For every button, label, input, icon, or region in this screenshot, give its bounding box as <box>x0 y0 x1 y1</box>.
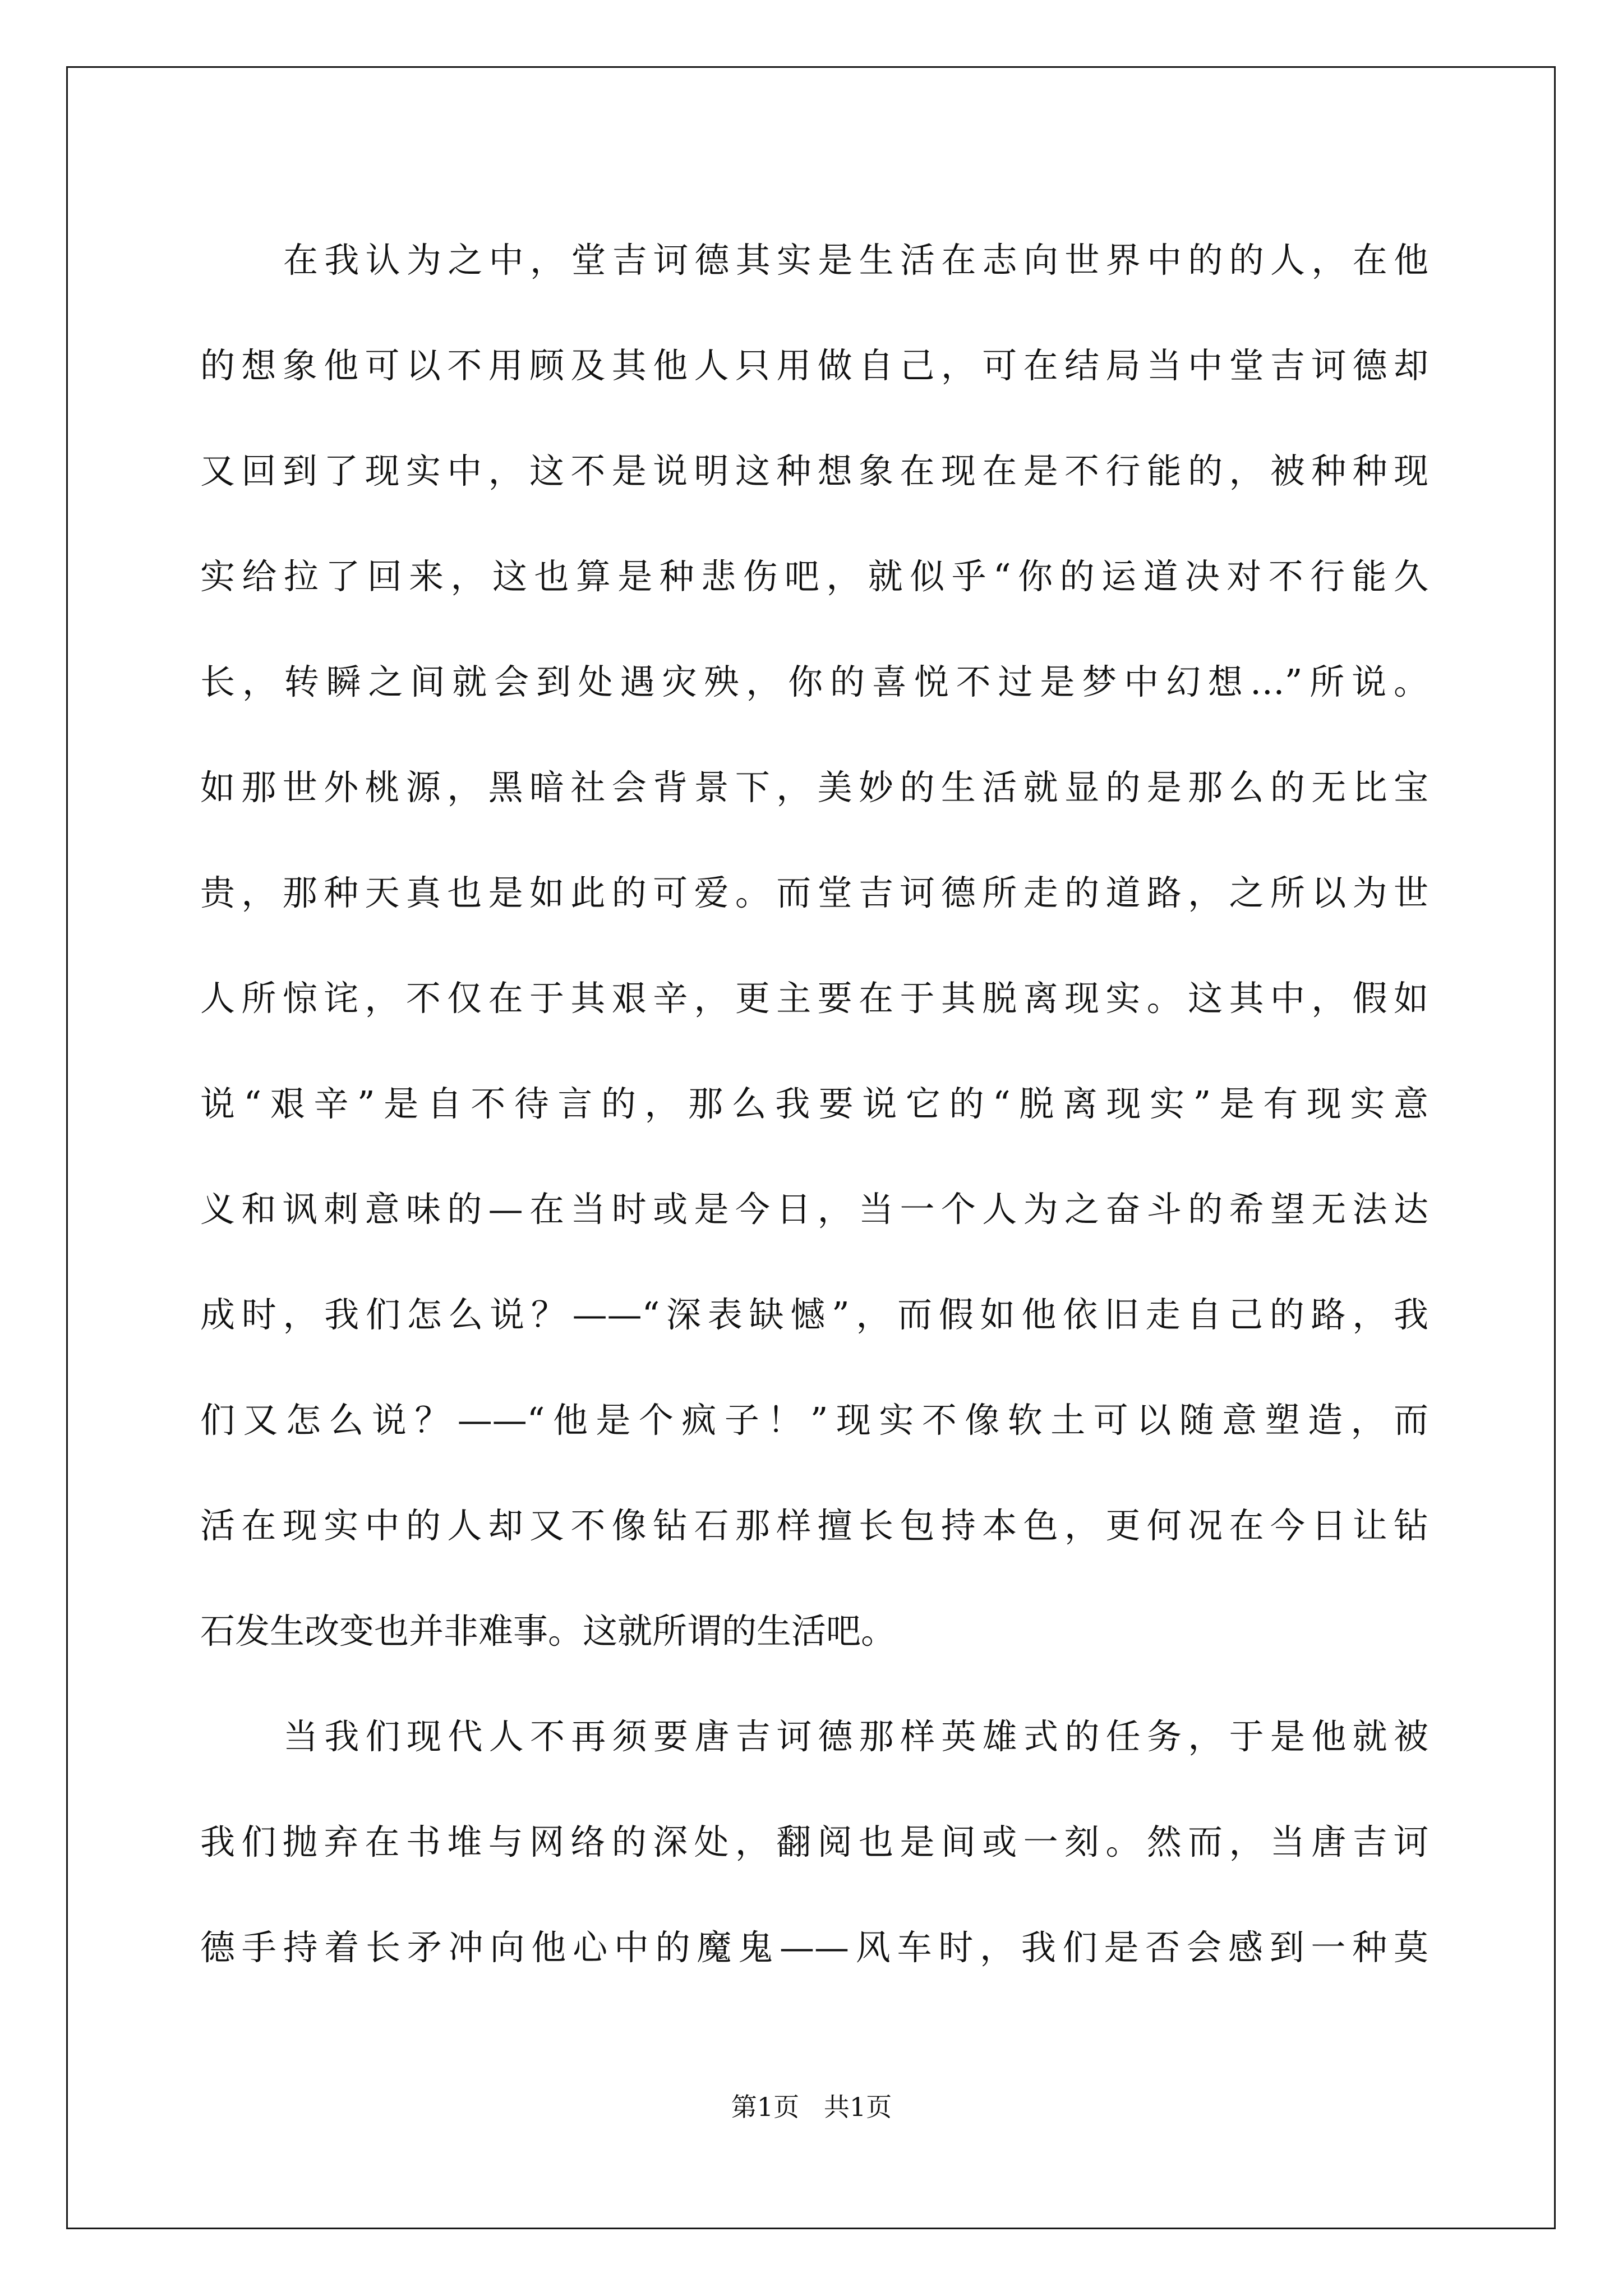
document-body <box>200 208 1428 2000</box>
paragraph-line: 如那世外桃源，黑暗社会背景下，美妙的生活就显的是那么的无比宝 <box>200 767 1428 808</box>
paragraph-line: 贵，那种天真也是如此的可爱。而堂吉诃德所走的道路，之所以为世 <box>200 872 1428 913</box>
page-number-footer: 第1页 共1页 <box>731 2092 892 2122</box>
paragraph-line: 石发生改变也并非难事。这就所谓的生活吧。 <box>200 1611 896 1651</box>
paragraph-line: 实给拉了回来，这也算是种悲伤吧，就似乎“你的运道决对不行能久 <box>200 556 1428 597</box>
paragraph-line: 们又怎么说？——“他是个疯子！”现实不像软土可以随意塑造，而 <box>200 1400 1428 1441</box>
paragraph-line: 在我认为之中，堂吉诃德其实是生活在志向世界中的的人，在他 <box>283 240 1428 280</box>
paragraph-line: 当我们现代人不再须要唐吉诃德那样英雄式的任务，于是他就被 <box>283 1716 1428 1757</box>
paragraph-line: 说“艰辛”是自不待言的，那么我要说它的“脱离现实”是有现实意 <box>200 1083 1428 1124</box>
paragraph-line: 人所惊诧，不仅在于其艰辛，更主要在于其脱离现实。这其中，假如 <box>200 978 1428 1019</box>
paragraph-line: 德手持着长矛冲向他心中的魔鬼——风车时，我们是否会感到一种莫 <box>200 1927 1428 1968</box>
paragraph-line: 我们抛弃在书堆与网络的深处，翻阅也是间或一刻。然而，当唐吉诃 <box>200 1821 1428 1862</box>
paragraph-line: 成时，我们怎么说？——“深表缺憾”，而假如他依旧走自己的路，我 <box>200 1294 1428 1335</box>
paragraph-line: 又回到了现实中，这不是说明这种想象在现在是不行能的，被种种现 <box>200 450 1428 491</box>
paragraph-line: 活在现实中的人却又不像钻石那样擅长包持本色，更何况在今日让钻 <box>200 1505 1428 1546</box>
paragraph-line: 义和讽刺意味的—在当时或是今日，当一个人为之奋斗的希望无法达 <box>200 1189 1428 1230</box>
paragraph-line: 长，转瞬之间就会到处遇灾殃，你的喜悦不过是梦中幻想…”所说。 <box>200 661 1428 702</box>
paragraph-line: 的想象他可以不用顾及其他人只用做自己，可在结局当中堂吉诃德却 <box>200 345 1428 386</box>
